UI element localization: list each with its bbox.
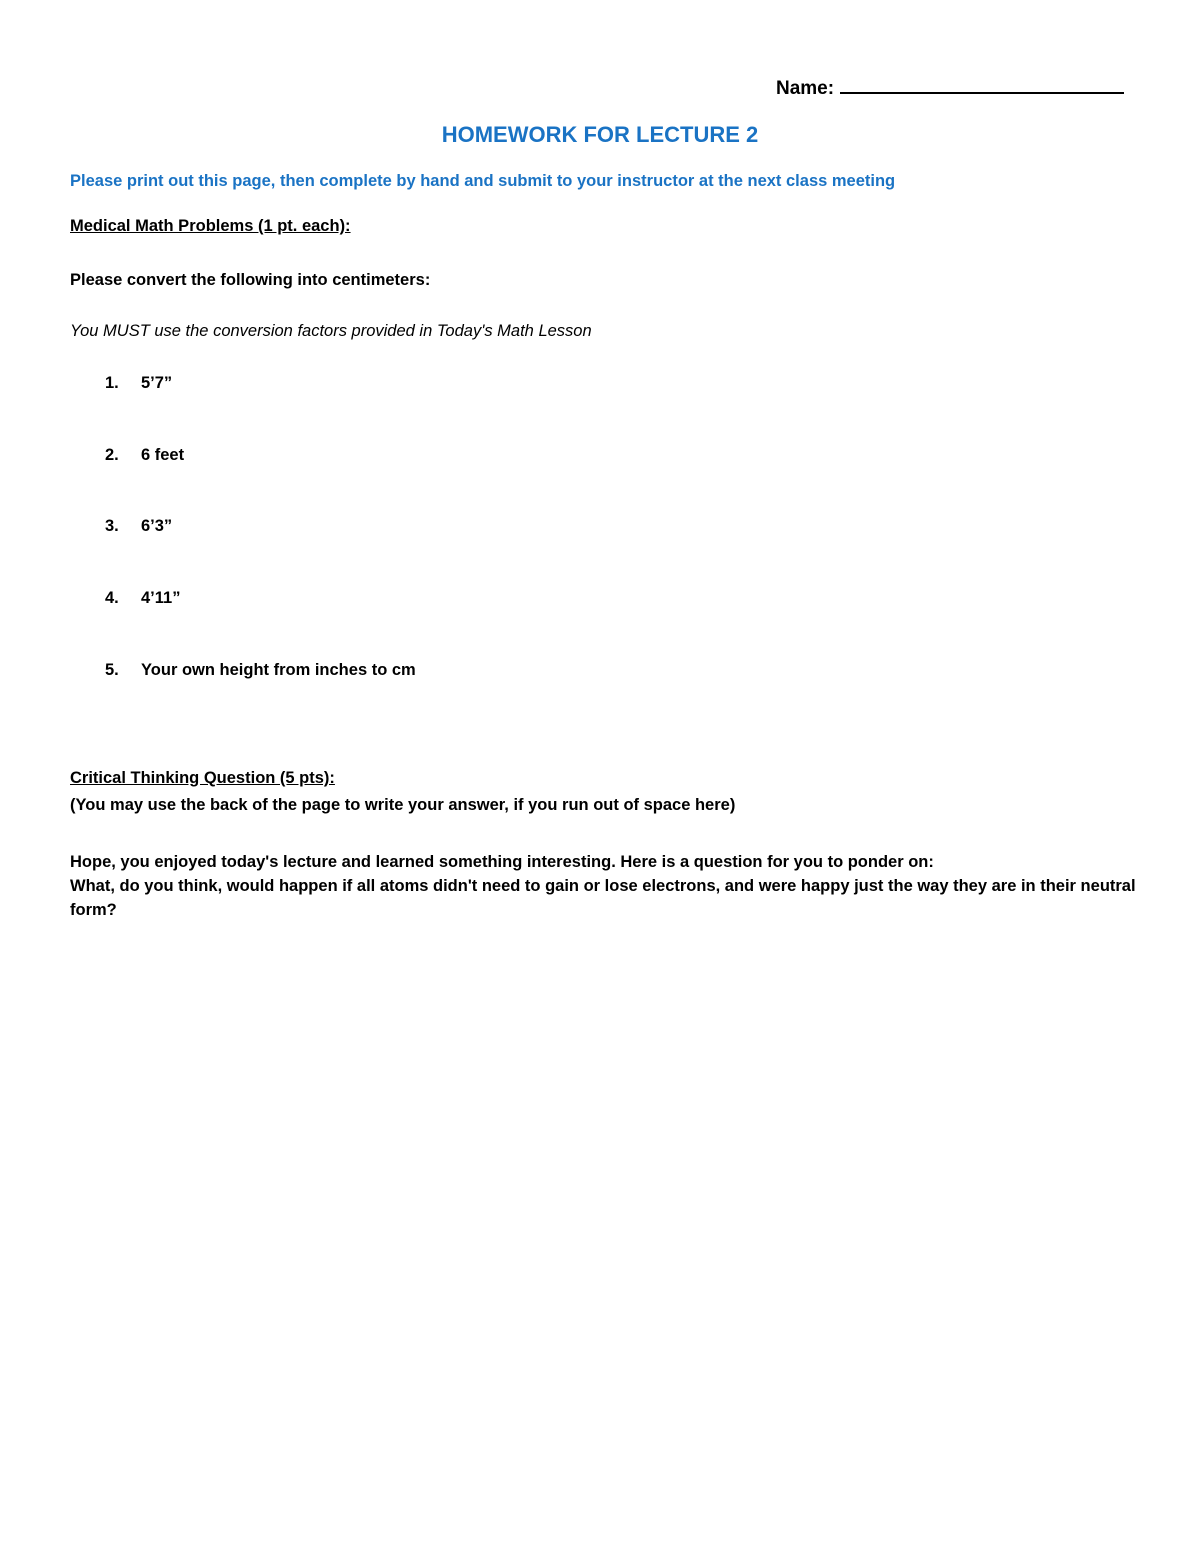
critical-section-heading: Critical Thinking Question (5 pts): [70,769,335,787]
list-item [105,589,180,608]
name-blank-line [840,74,1124,94]
problem-number: 5. [105,661,119,679]
instruction-text: Please print out this page, then complete by hand and submit to your instructor at the next class meeting [70,172,896,190]
problem-text: 6’3” [141,517,173,535]
critical-subnote: (You may use the back of the page to write your answer, if you run out of space here) [70,796,736,814]
name-label: Name: [776,78,835,99]
problem-number: 3. [105,517,119,535]
problem-number: 2. [105,446,119,464]
question-text: What, do you think, would happen if all atoms didn't need to gain or lose electrons, and were happy just the way they are in their neutral form? [70,877,1136,919]
list-item [105,661,416,680]
name-field [776,74,1124,100]
problem-number: 1. [105,374,119,392]
problem-text: 6 feet [141,446,185,464]
problem-text: Your own height from inches to cm [141,661,416,679]
critical-question [70,850,1140,922]
question-intro: Hope, you enjoyed today's lecture and learned something interesting. Here is a question for you to ponder on: [70,853,934,871]
page-title: HOMEWORK FOR LECTURE 2 [441,122,759,147]
list-item [105,374,172,393]
problem-text: 4’11” [141,589,181,607]
list-item [105,517,172,536]
conversion-note: You MUST use the conversion factors provided in Today's Math Lesson [70,322,592,340]
problem-number: 4. [105,589,119,607]
conversion-prompt: Please convert the following into centimeters: [70,271,431,289]
math-section-heading: Medical Math Problems (1 pt. each): [70,217,351,235]
list-item [105,446,184,465]
problem-text: 5’7” [141,374,173,392]
